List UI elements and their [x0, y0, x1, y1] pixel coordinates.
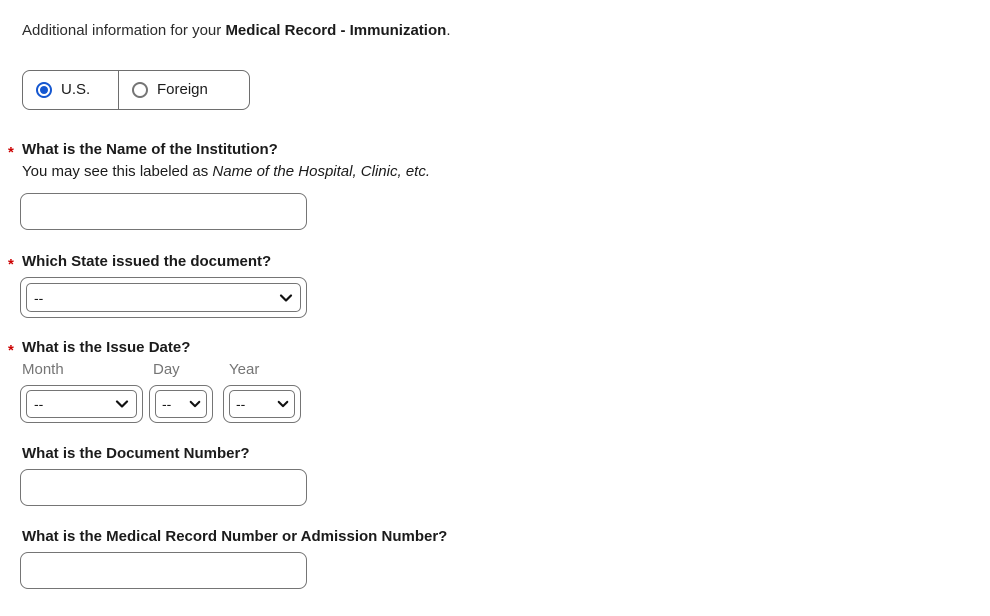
document-number-question-label — [22, 445, 990, 462]
state-question-text: Which State issued the document? — [22, 253, 272, 270]
month-select-wrapper — [20, 385, 143, 423]
document-number-question-text: What is the Document Number? — [22, 445, 250, 462]
us-radio-label: U.S. — [61, 81, 91, 98]
institution-question-text: What is the Name of the Institution? — [22, 141, 278, 158]
state-question — [8, 253, 990, 318]
medical-record-number-question — [22, 528, 990, 589]
date-sublabels — [22, 361, 990, 378]
document-type: Medical Record - Immunization — [225, 22, 447, 39]
state-select[interactable] — [26, 283, 301, 312]
required-asterisk: * — [8, 256, 14, 273]
month-select[interactable] — [26, 390, 137, 418]
required-asterisk: * — [8, 342, 14, 359]
toggle-option-foreign[interactable] — [119, 71, 249, 109]
institution-helper-text — [22, 164, 990, 180]
helper-prefix: You may see this labeled as — [22, 163, 213, 180]
day-label: Day — [153, 361, 180, 378]
document-number-input[interactable] — [20, 469, 307, 506]
year-label: Year — [229, 361, 260, 378]
institution-input[interactable] — [20, 193, 307, 230]
required-asterisk: * — [8, 144, 14, 161]
institution-question — [8, 141, 990, 230]
date-select-row — [22, 385, 990, 423]
document-number-question — [22, 445, 990, 506]
month-label: Month — [22, 361, 64, 378]
issue-date-question — [8, 339, 990, 423]
intro-prefix: Additional information for your — [22, 22, 226, 39]
toggle-option-us[interactable] — [23, 71, 119, 109]
us-radio-icon[interactable] — [36, 82, 52, 98]
helper-emphasis: Name of the Hospital, Clinic, etc. — [212, 163, 430, 180]
institution-question-label — [8, 141, 990, 161]
medical-record-number-input[interactable] — [20, 552, 307, 589]
state-select-wrapper — [20, 277, 307, 318]
foreign-radio-icon[interactable] — [132, 82, 148, 98]
year-select[interactable] — [229, 390, 295, 418]
foreign-radio-label: Foreign — [157, 81, 208, 98]
intro-text — [22, 22, 990, 40]
medical-record-number-question-text: What is the Medical Record Number or Admission Number? — [22, 528, 448, 545]
country-toggle-group — [22, 70, 250, 110]
year-select-wrapper — [223, 385, 301, 423]
issue-date-question-text: What is the Issue Date? — [22, 339, 191, 356]
issue-date-question-label — [8, 339, 990, 359]
medical-record-number-question-label — [22, 528, 990, 545]
day-select-wrapper — [149, 385, 213, 423]
state-question-label — [8, 253, 990, 273]
intro-suffix: . — [446, 22, 451, 39]
day-select[interactable] — [155, 390, 207, 418]
